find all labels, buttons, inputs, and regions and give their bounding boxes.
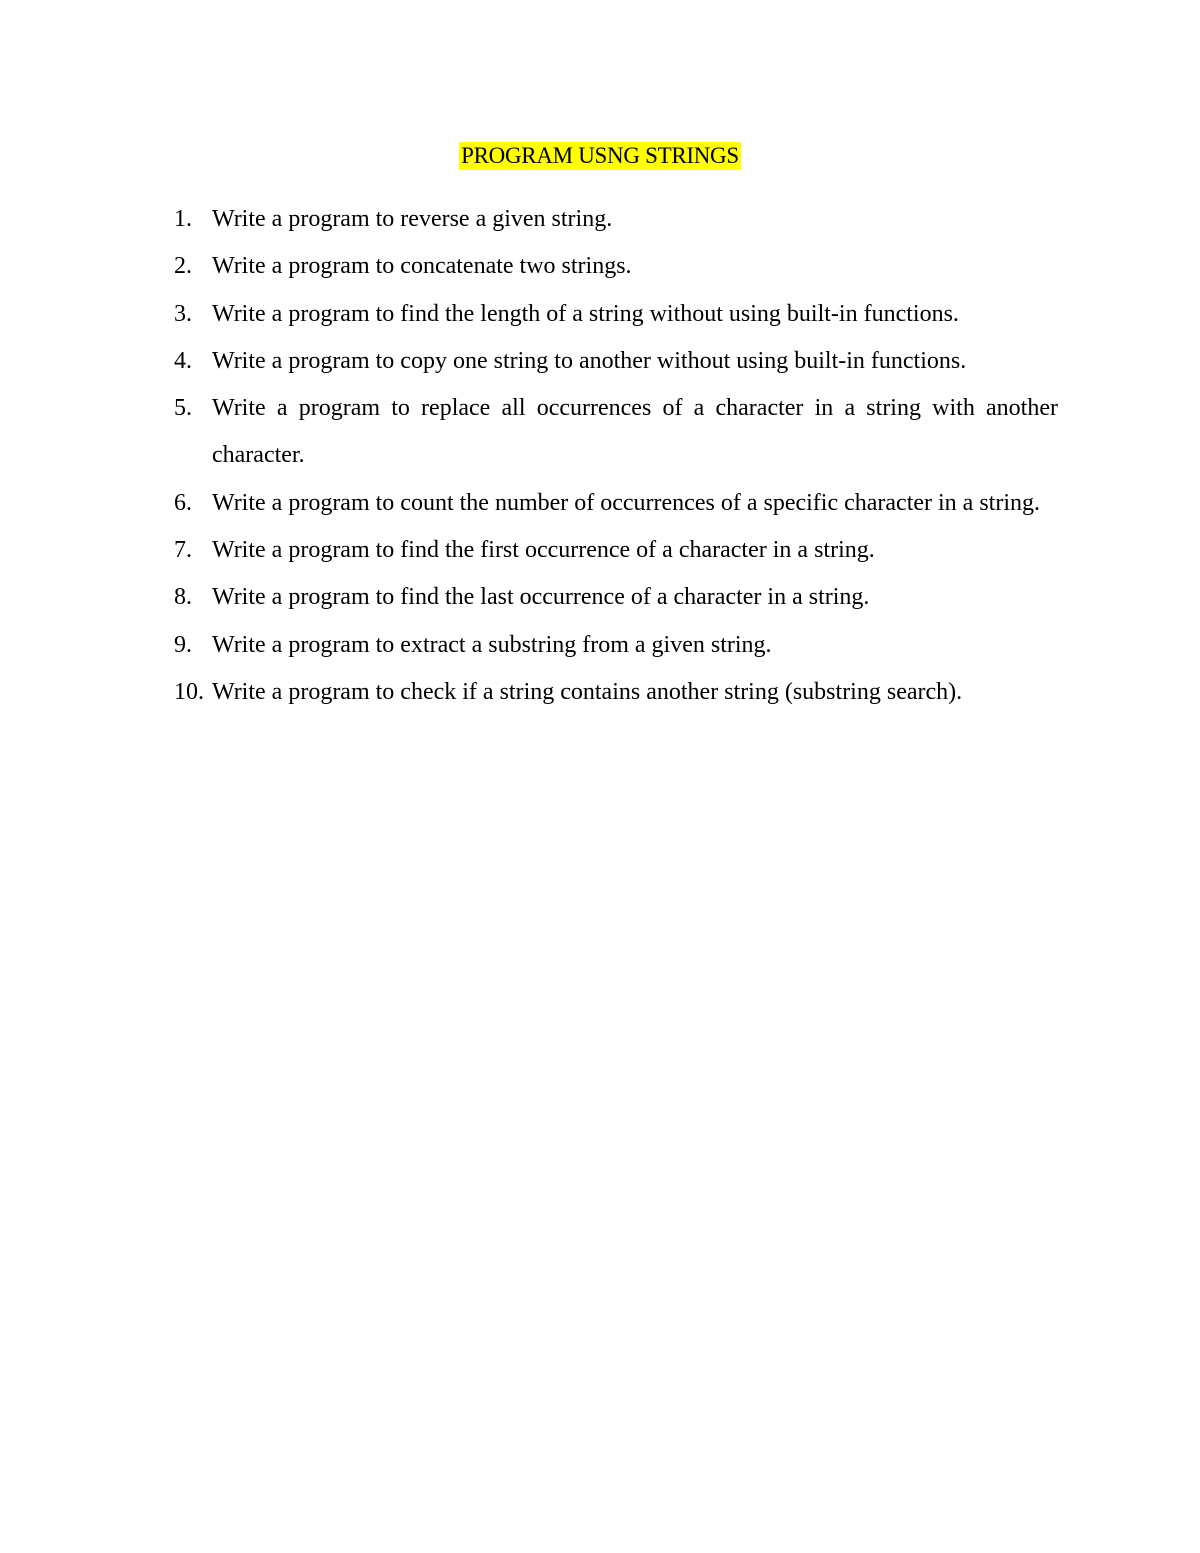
list-item xyxy=(174,574,1058,621)
list-item-text: Write a program to find the length of a string without using built-in functions. xyxy=(212,300,959,327)
list-item xyxy=(174,243,1058,290)
list-item xyxy=(174,669,1058,716)
list-item-number: 5. xyxy=(174,395,192,422)
exercise-list xyxy=(174,196,1058,716)
list-item xyxy=(174,480,1058,527)
list-item xyxy=(174,291,1058,338)
list-item-number: 1. xyxy=(174,206,192,232)
list-item-text: Write a program to count the number of occurrences of a specific character in a string. xyxy=(212,489,1040,516)
list-item-text: Write a program to copy one string to another without using built-in functions. xyxy=(212,347,967,374)
list-item-number: 3. xyxy=(174,300,192,327)
list-item-number: 10. xyxy=(174,678,204,705)
list-item-number: 2. xyxy=(174,253,192,280)
list-item-number: 4. xyxy=(174,347,192,374)
list-item xyxy=(174,385,1058,480)
title-container xyxy=(0,142,1200,170)
list-item-text: Write a program to find the last occurrence of a character in a string. xyxy=(212,584,870,611)
list-item-text: Write a program to find the first occurrence of a character in a string. xyxy=(212,537,875,564)
list-item-text: Write a program to concatenate two strings. xyxy=(212,253,632,280)
list-item-number: 7. xyxy=(174,537,192,564)
list-item xyxy=(174,527,1058,574)
list-item-number: 8. xyxy=(174,584,192,611)
list-item-number: 9. xyxy=(174,631,192,658)
list-item xyxy=(174,338,1058,385)
list-item-text: Write a program to replace all occurrences of a character in a string with another character. xyxy=(212,395,1058,469)
list-item-text: Write a program to extract a substring from a given string. xyxy=(212,631,772,658)
list-item xyxy=(174,622,1058,669)
list-item-text: Write a program to check if a string contains another string (substring search). xyxy=(212,678,963,705)
list-item-text: Write a program to reverse a given string. xyxy=(212,206,613,232)
list-item-number: 6. xyxy=(174,489,192,516)
list-item xyxy=(174,196,1058,243)
page-title: PROGRAM USNG STRINGS xyxy=(461,143,739,168)
